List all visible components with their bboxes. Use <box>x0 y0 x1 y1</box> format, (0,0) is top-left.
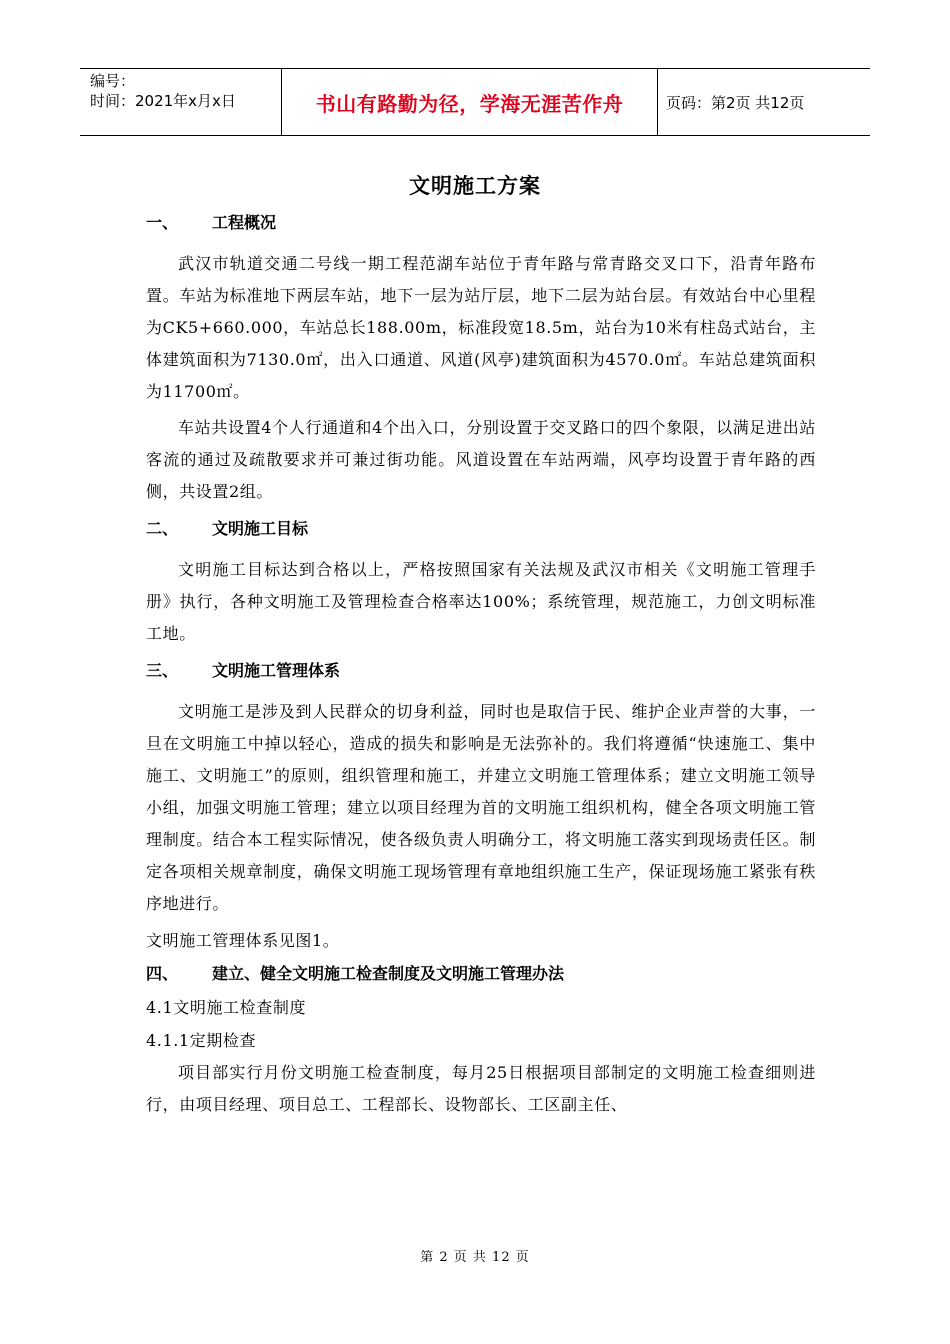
section-title: 工程概况 <box>212 213 277 232</box>
paragraph: 武汉市轨道交通二号线一期工程范湖车站位于青年路与常青路交叉口下，沿青年路布置。车站为标准地下两层车站，地下一层为站厅层，地下二层为站台层。有效站台中心里程为CK5+660.000，车站总长188.00m，标准段宽18.5m，站台为10米有柱岛式站台，主体建筑面积为7130.0㎡，出入口通道、风道(风亭)建筑面积为4570.0㎡。车站总建筑面积为11700㎡。 <box>146 254 816 401</box>
subsection-heading: 4.1文明施工检查制度 <box>146 998 307 1017</box>
section-heading <box>146 957 816 991</box>
document-body <box>146 206 816 1125</box>
subsection-heading: 4.1.1定期检查 <box>146 1031 257 1050</box>
section-title: 建立、健全文明施工检查制度及文明施工管理办法 <box>212 964 565 983</box>
section-title: 文明施工管理体系 <box>212 661 341 680</box>
header-meta <box>80 69 282 135</box>
section-title: 文明施工目标 <box>212 519 309 538</box>
section-number: 二、 <box>146 519 179 538</box>
section-number: 一、 <box>146 213 179 232</box>
document-date: 时间：2021年x月x日 <box>90 92 236 110</box>
section-heading <box>146 512 816 546</box>
figure-reference: 文明施工管理体系见图1。 <box>146 931 340 950</box>
header-page-number: 页码：第2页 共12页 <box>666 93 805 112</box>
section-number: 三、 <box>146 661 179 680</box>
page-header <box>80 68 870 136</box>
paragraph: 文明施工是涉及到人民群众的切身利益，同时也是取信于民、维护企业声誉的大事，一旦在文明施工中掉以轻心，造成的损失和影响是无法弥补的。我们将遵循“快速施工、集中施工、文明施工”的原则，组织管理和施工，并建立文明施工管理体系；建立文明施工领导小组，加强文明施工管理；建立以项目经理为首的文明施工组织机构，健全各项文明施工管理制度。结合本工程实际情况，使各级负责人明确分工，将文明施工落实到现场责任区。制定各项相关规章制度，确保文明施工现场管理有章地组织施工生产，保证现场施工紧张有秩序地进行。 <box>146 702 816 913</box>
section-heading <box>146 206 816 240</box>
document-title: 文明施工方案 <box>409 173 541 198</box>
paragraph: 文明施工目标达到合格以上，严格按照国家有关法规及武汉市相关《文明施工管理手册》执行，各种文明施工及管理检查合格率达100%；系统管理，规范施工，力创文明标准工地。 <box>146 560 816 643</box>
section-number: 四、 <box>146 964 179 983</box>
paragraph: 车站共设置4个人行通道和4个出入口，分别设置于交叉路口的四个象限，以满足进出站客流的通过及疏散要求并可兼过街功能。风道设置在车站两端，风亭均设置于青年路的西侧，共设置2组。 <box>146 418 816 501</box>
page-footer: 第 2 页 共 12 页 <box>420 1250 530 1265</box>
header-motto: 书山有路勤为径，学海无涯苦作舟 <box>282 69 658 135</box>
section-heading <box>146 654 816 688</box>
paragraph: 项目部实行月份文明施工检查制度，每月25日根据项目部制定的文明施工检查细则进行，由项目经理、项目总工、工程部长、设物部长、工区副主任、 <box>146 1063 816 1114</box>
document-number: 编号： <box>90 72 136 90</box>
